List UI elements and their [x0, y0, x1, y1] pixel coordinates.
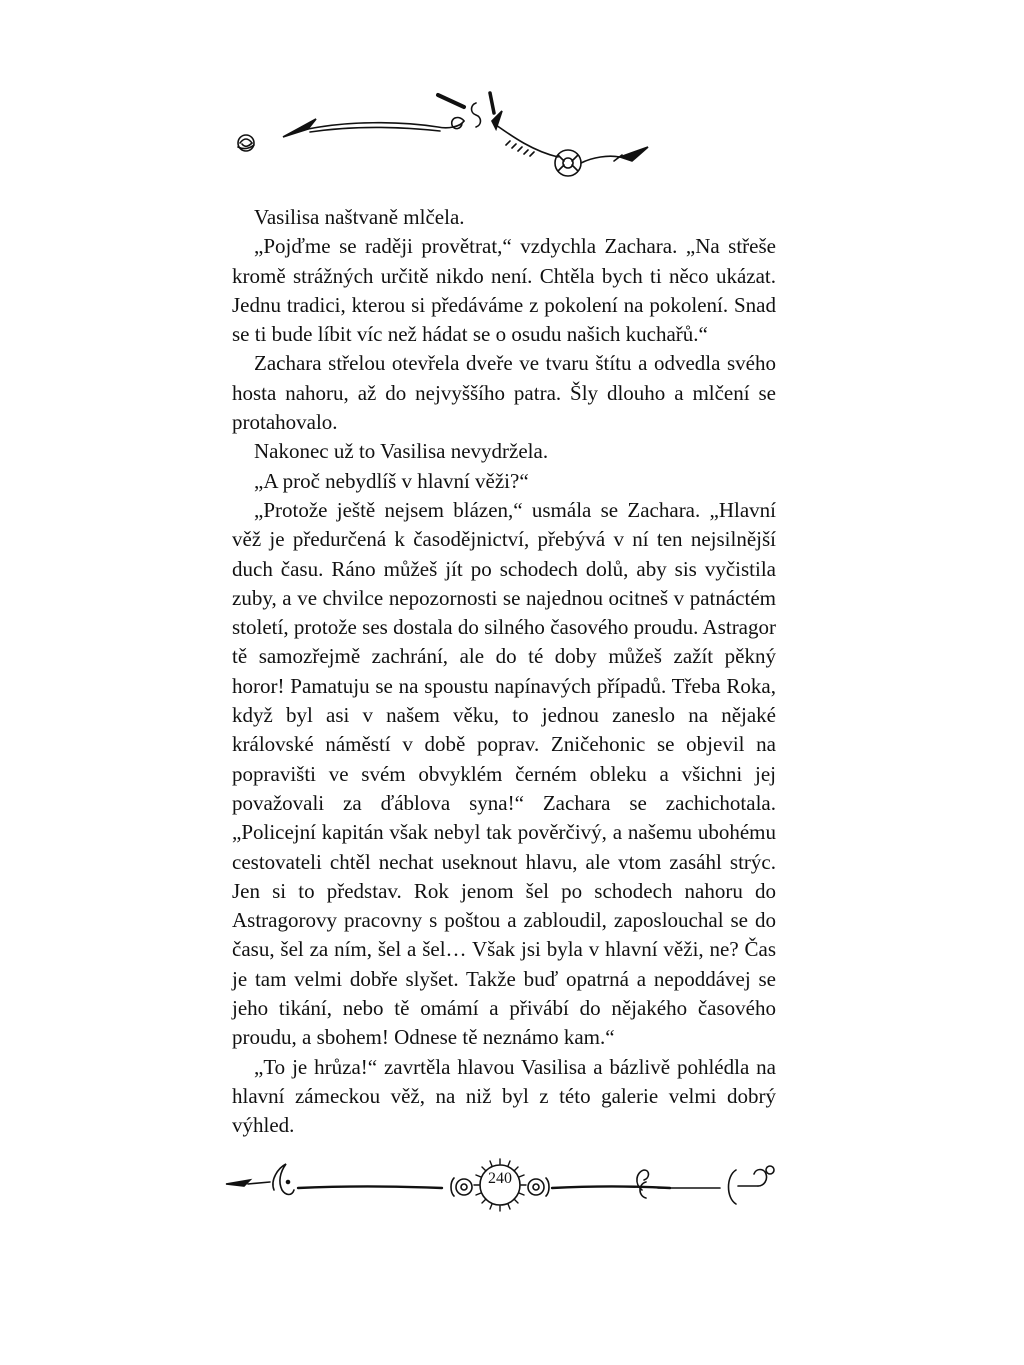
paragraph: Vasilisa naštvaně mlčela.	[254, 205, 465, 229]
chapter-text	[232, 203, 776, 1141]
paragraph: „A proč nebydlíš v hlavní věži?“	[254, 468, 529, 493]
paragraph: „Protože ještě nejsem blázen,“ usmála se Zachara. „Hlavní věž je předurčená k časodějnictví, přebývá v ní ten nejsilnější duch času. Ráno můžeš jít po schodech dolů, aby sis vyčistila zuby, a ve chvilce nepozornosti se najednou ocitneš v patnáctém století, protože ses dostala do silného časového proudu. Astragor tě samozřejmě zachrání, ale do té doby můžeš zažít pěkný horor! Pamatuju se na spoustu napínavých případů. Třeba Roka, když byl asi v našem věku, to jednou zaneslo na nějaké královské náměstí v době poprav. Zničehonic se objevil na popravišti ve svém obvyklém černém obleku a všichni jej považovali za ďáblova syna!“ Zachara se zachichotala. „Policejní kapitán však nebyl tak pověrčivý, a našemu ubohému cestovateli chtěl nechat useknout hlavu, ale vtom zasáhl strýc. Jen si to představ. Rok jenom šel po schodech nahoru do Astragorovy pracovny s poštou a zabloudil, zaposlouchal se do času, šel za ním, šel a šel… Však jsi byla v hlavní věži, ne? Čas je tam velmi dobře slyšet. Takže buď opatrná a nepoddávej se jeho tikání, nebo tě omámí a přivábí do nějakého časového proudu, a sbohem! Odnese tě neznámo kam.“	[232, 497, 776, 1050]
paragraph: Nakonec už to Vasilisa nevydržela.	[254, 439, 549, 464]
paragraph: „Pojďme se raději provětrat,“ vzdychla Zachara. „Na střeše kromě strážných určitě nikdo není. Chtěla bych ti něco ukázat. Jednu tradici, kterou si předáváme z pokolení na pokolení. Snad se ti bude líbit víc než hádat se o osudu našich kuchařů.“	[232, 234, 776, 347]
paragraph: Zachara střelou otevřela dveře ve tvaru štítu a odvedla svého hosta nahoru, až do nejvyššího patra. Šly dlouho a mlčení se protahovalo.	[232, 351, 776, 435]
paragraph: „To je hrůza!“ zavrtěla hlavou Vasilisa a bázlivě pohlédla na hlavní zámeckou věž, na niž byl z této galerie velmi dobrý výhled.	[232, 1054, 776, 1138]
top-flourish-ornament	[228, 85, 658, 185]
page-number: 240	[488, 1170, 512, 1187]
